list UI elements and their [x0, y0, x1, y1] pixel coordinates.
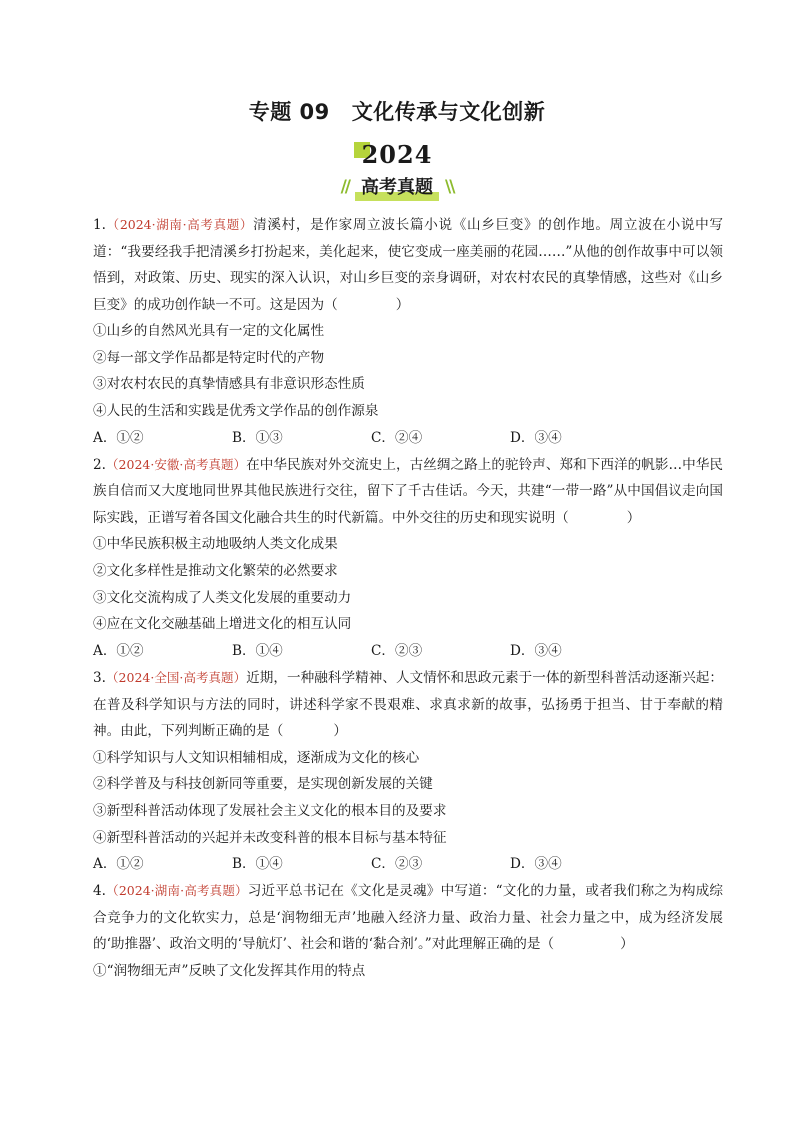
year-label: [358, 140, 437, 169]
year-text: 2024: [361, 140, 433, 169]
question-4: [93, 878, 723, 984]
option-statement: ②科学普及与科技创新同等重要，是实现创新发展的关键: [93, 776, 433, 793]
choice-b[interactable]: B．①④: [232, 643, 283, 660]
option-statement: ①山乡的自然风光具有一定的文化属性: [93, 323, 325, 339]
option-statement: ③新型科普活动体现了发展社会主义文化的根本目的及要求: [93, 803, 447, 820]
question-stem: 2.（2024·安徽·高考真题）在中华民族对外交流史上，古丝绸之路上的驼铃声、郑和下西洋的帆影…中华民族自信而又大度地同世界其他民族进行交往，留下了千古佳话。今天，共建“一带一路”从中国倡议走向国际实践，正谱写着各国文化融合共生的时代新篇。中外交往的历史和现实说明（ ）: [93, 456, 723, 526]
question-source: （2024·湖南·高考真题）: [105, 883, 248, 899]
year-heading: [0, 140, 794, 169]
choice-b[interactable]: B．①③: [232, 429, 283, 446]
section-banner: [0, 173, 794, 201]
question-source: （2024·安徽·高考真题）: [105, 456, 247, 472]
question-1: [93, 212, 723, 452]
question-source: （2024·全国·高考真题）: [105, 670, 247, 686]
choice-a[interactable]: A．①②: [93, 429, 144, 446]
choice-d[interactable]: D．③④: [510, 429, 562, 446]
option-statement: ④应在文化交融基础上增进文化的相互认同: [93, 616, 352, 633]
topic-title: 文化传承与文化创新: [351, 100, 546, 124]
question-list: [93, 212, 723, 985]
answer-choices: [93, 638, 723, 665]
option-statement: ③文化交流构成了人类文化发展的重要动力: [93, 589, 352, 606]
slash-decoration-left: //: [340, 177, 349, 197]
question-3: [93, 665, 723, 878]
answer-choices: [93, 851, 723, 878]
option-statement: ④新型科普活动的兴起并未改变科普的根本目标与基本特征: [93, 829, 447, 846]
choice-c[interactable]: C．②④: [371, 429, 423, 446]
choice-c[interactable]: C．②③: [371, 856, 423, 873]
option-statement: ②文化多样性是推动文化繁荣的必然要求: [93, 563, 338, 580]
question-stem: 1.（2024·湖南·高考真题）清溪村，是作家周立波长篇小说《山乡巨变》的创作地。周立波在小说中写道：“我要经我手把清溪乡打扮起来，美化起来，使它变成一座美丽的花园……”从他的创作故事中可以领悟到，对政策、历史、现实的深入认识，对山乡巨变的亲身调研，对农村农民的真挚情感，这些对《山乡巨变》的成功创作缺一不可。这是因为（ ）: [93, 217, 723, 313]
option-statement: ①科学知识与人文知识相辅相成，逐渐成为文化的核心: [93, 749, 420, 766]
question-stem: 4.（2024·湖南·高考真题）习近平总书记在《文化是灵魂》中写道：“文化的力量，或者我们称之为构成综合竞争力的文化软实力，总是‘润物细无声’地融入经济力量、政治力量、社会力量之中，成为经济发展的‘助推器’、政治文明的‘导航灯’、社会和谐的‘黏合剂’。”对此理解正确的是（ ）: [93, 883, 723, 953]
option-statement: ④人民的生活和实践是优秀文学作品的创作源泉: [93, 403, 379, 420]
question-stem: 3.（2024·全国·高考真题）近期，一种融科学精神、人文情怀和思政元素于一体的新型科普活动逐渐兴起：在普及科学知识与方法的同时，讲述科学家不畏艰难、求真求新的故事，弘扬勇于担当、甘于奉献的精神。由此，下列判断正确的是（ ）: [93, 670, 723, 740]
slash-decoration-right: \\: [445, 177, 454, 197]
choice-b[interactable]: B．①④: [232, 856, 283, 873]
answer-choices: [93, 425, 723, 452]
choice-d[interactable]: D．③④: [510, 856, 562, 873]
question-2: [93, 452, 723, 665]
topic-label: 专题 09: [248, 100, 330, 124]
option-statement: ①“润物细无声”反映了文化发挥其作用的特点: [93, 962, 366, 979]
option-statement: ③对农村农民的真挚情感具有非意识形态性质: [93, 376, 365, 393]
section-title: 高考真题: [355, 173, 439, 201]
choice-a[interactable]: A．①②: [93, 856, 144, 873]
question-source: （2024·湖南·高考真题）: [105, 217, 254, 232]
choice-d[interactable]: D．③④: [510, 643, 562, 660]
page-title: [0, 96, 794, 126]
option-statement: ①中华民族积极主动地吸纳人类文化成果: [93, 536, 338, 553]
choice-a[interactable]: A．①②: [93, 643, 144, 660]
option-statement: ②每一部文学作品都是特定时代的产物: [93, 349, 325, 366]
choice-c[interactable]: C．②③: [371, 643, 423, 660]
